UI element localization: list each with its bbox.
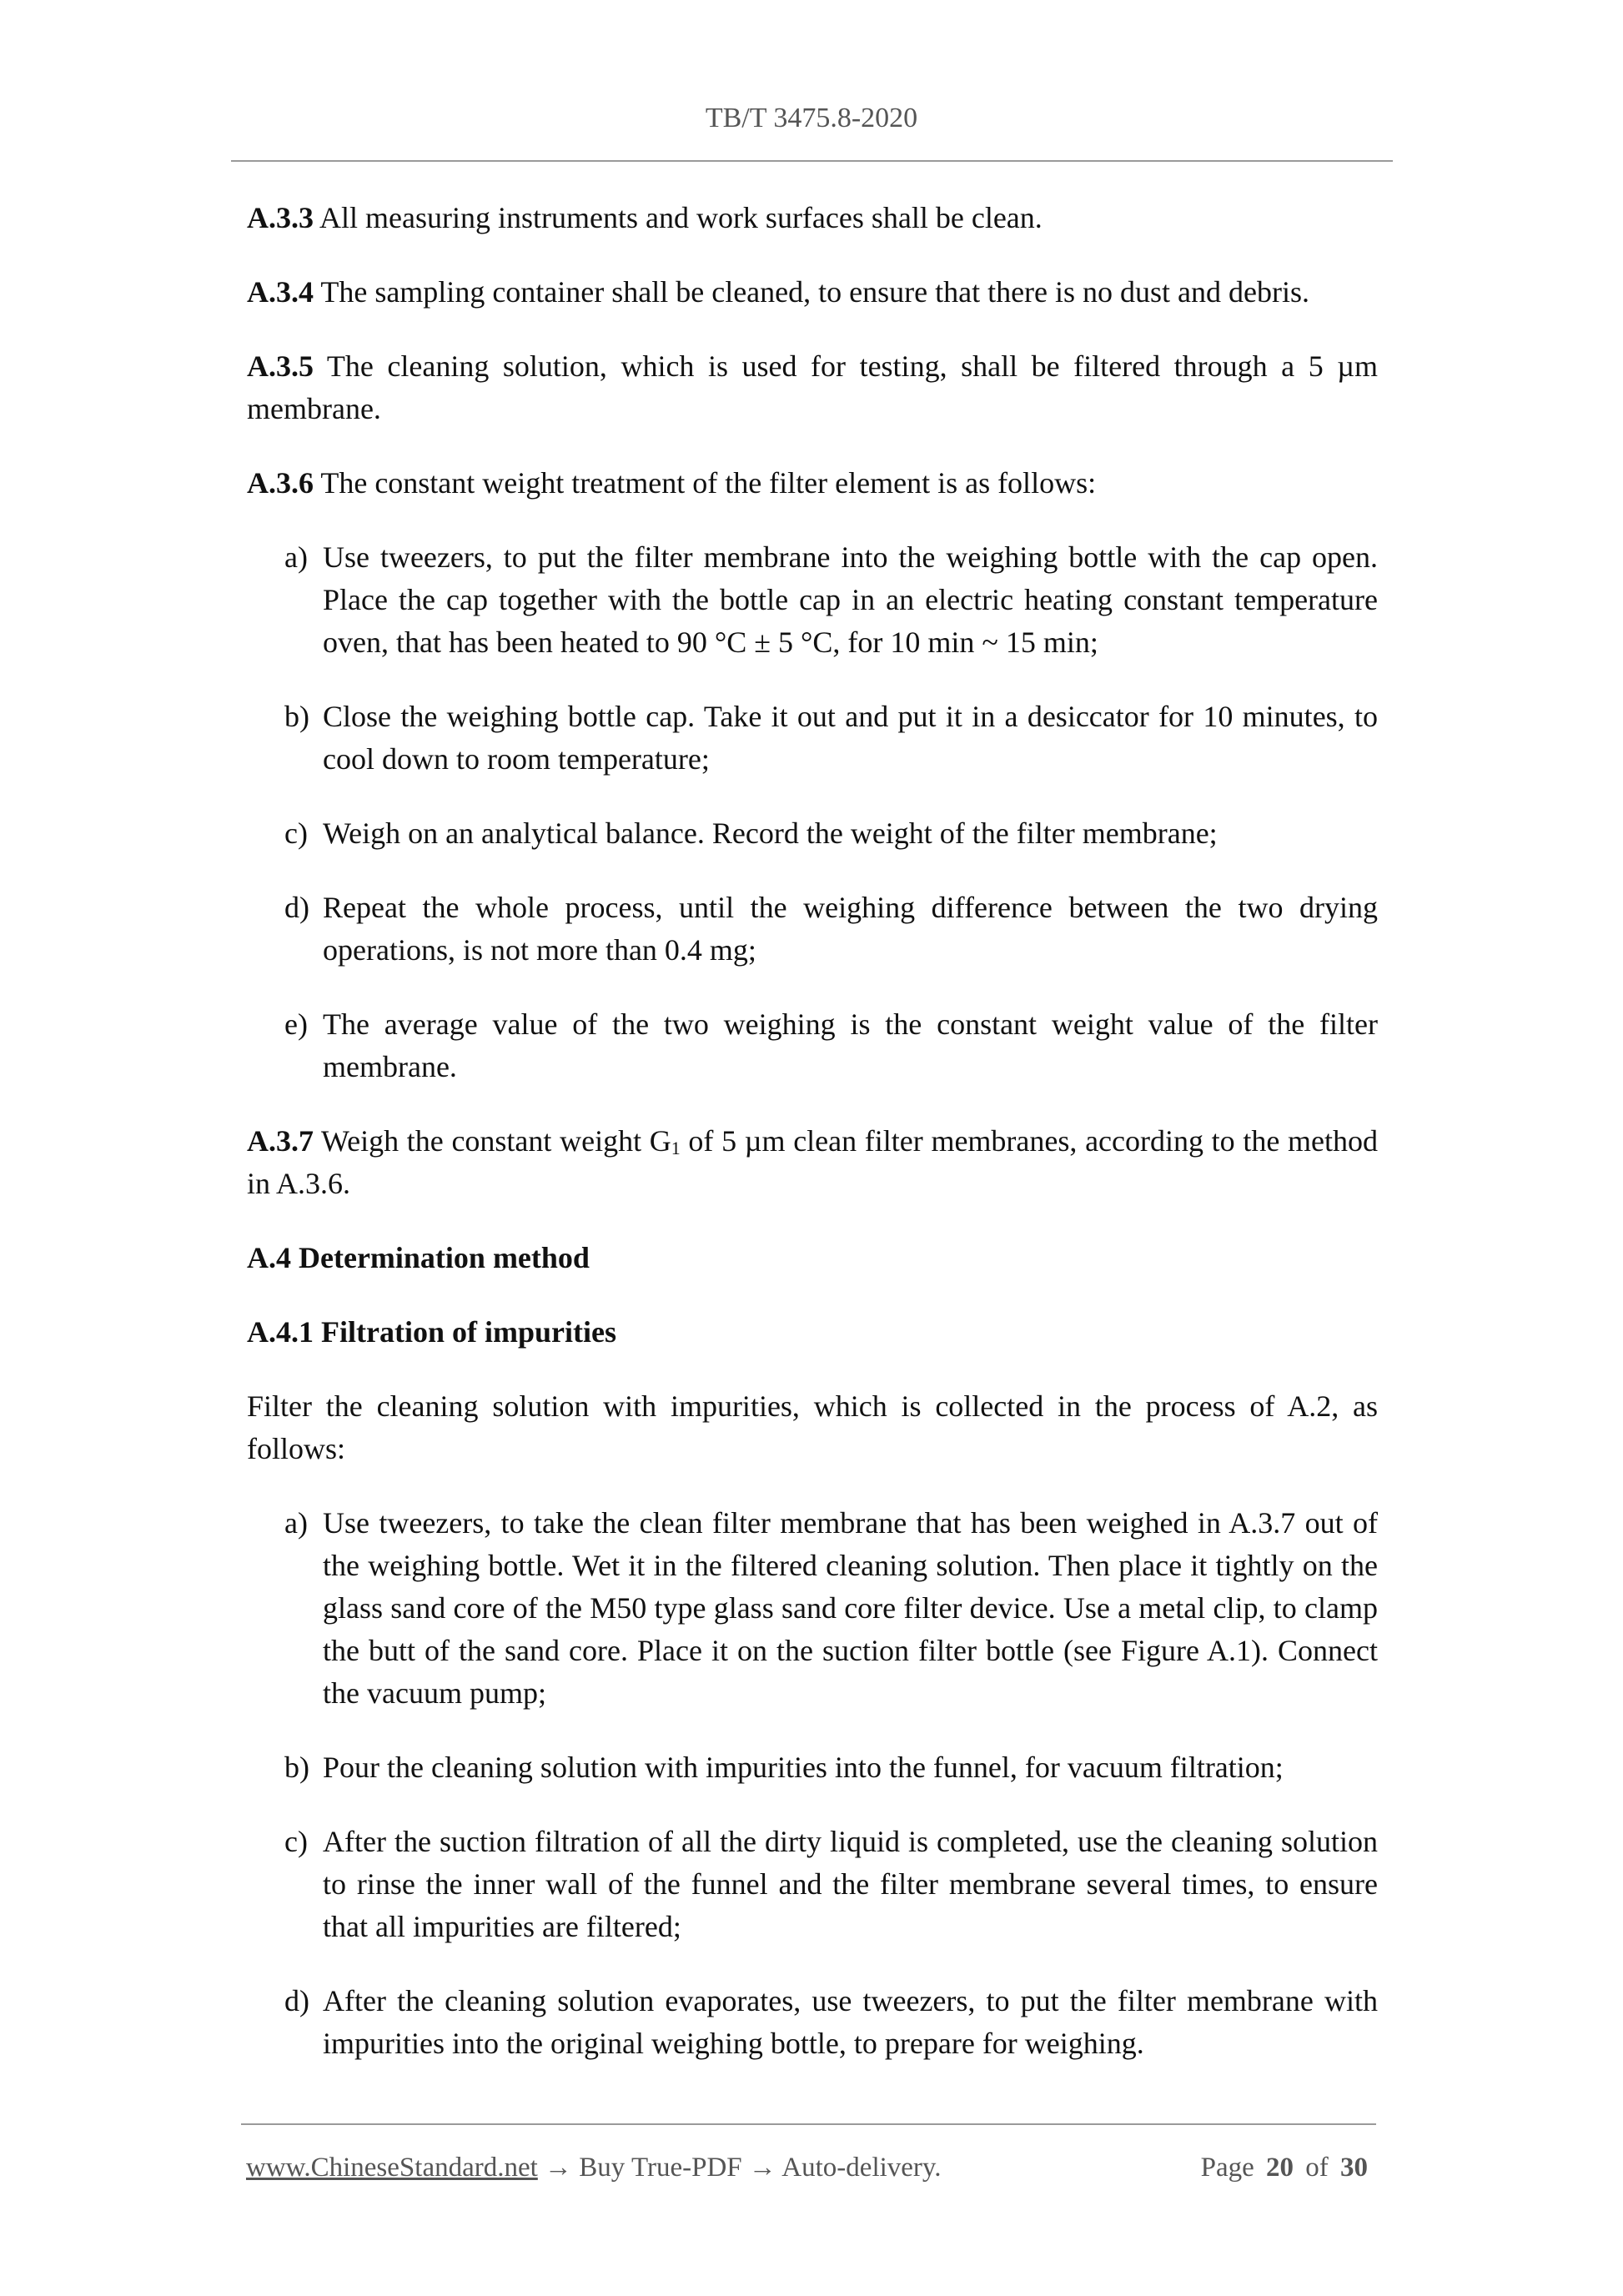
list-text: Use tweezers, to take the clean filter membrane that has been weighed in A.3.7 out of the weighing bottle. Wet it in the filtered cleaning solution. Then place it tightly on the glass sand core of the M50 type glass sand core filter device. Use a metal clip, to clamp the butt of the sand core. Place it on the suction filter bottle (see Figure A.1). Connect the vacuum pump; (323, 1506, 1378, 1710)
clause-text: The cleaning solution, which is used for testing, shall be filtered through a 5 µm membrane. (247, 349, 1378, 425)
clause-number: A.3.7 (247, 1124, 314, 1158)
list-label: e) (284, 1007, 308, 1041)
list-item (284, 536, 1378, 664)
clause-text: Weigh the constant weight G (314, 1124, 671, 1158)
clause-a37 (247, 1120, 1378, 1205)
footer-delivery-text: Auto-delivery. (776, 2153, 942, 2183)
list-text: Repeat the whole process, until the weighing difference between the two drying operations, is not more than 0.4 mg; (323, 891, 1378, 967)
clause-a33 (247, 197, 1378, 239)
section-heading-a4: A.4 Determination method (247, 1241, 590, 1274)
list-text: The average value of the two weighing is the constant weight value of the filter membrane. (323, 1007, 1378, 1083)
clause-a35 (247, 345, 1378, 430)
list-label: c) (284, 1825, 308, 1858)
clause-number: A.3.5 (247, 349, 314, 383)
clause-text: The constant weight treatment of the filter element is as follows: (314, 466, 1097, 500)
arrow-right-icon: → (748, 2153, 776, 2183)
clause-number: A.3.4 (247, 275, 314, 309)
page-number (1201, 2151, 1368, 2184)
total-pages: 30 (1340, 2153, 1368, 2183)
list-item (284, 1502, 1378, 1715)
list-item (284, 1821, 1378, 1948)
list-item (284, 812, 1378, 855)
footer-promo (246, 2151, 942, 2184)
clause-number: A.3.6 (247, 466, 314, 500)
footer-divider (241, 2123, 1376, 2125)
list-item (284, 696, 1378, 781)
list-text: After the suction filtration of all the dirty liquid is completed, use the cleaning solution to rinse the inner wall of the funnel and the filter membrane several times, to ensure that all impurities are filtered; (323, 1825, 1378, 1943)
subscript: 1 (671, 1138, 681, 1158)
intro-paragraph: Filter the cleaning solution with impurities, which is collected in the process of A.2, as follows: (247, 1389, 1378, 1465)
list-text: Use tweezers, to put the filter membrane into the weighing bottle with the cap open. Place the cap together with the bottle cap in an electric heating constant temperature oven, that has been heated to 90 °C ± 5 °C, for 10 min ~ 15 min; (323, 540, 1378, 659)
footer-buy-text: Buy True-PDF (572, 2153, 749, 2183)
list-text: Pour the cleaning solution with impurities into the funnel, for vacuum filtration; (323, 1751, 1284, 1784)
list-label: a) (284, 1506, 308, 1540)
document-body (247, 197, 1378, 2097)
clause-number: A.3.3 (247, 201, 314, 234)
section-heading-a41: A.4.1 Filtration of impurities (247, 1315, 616, 1349)
list-label: a) (284, 540, 308, 574)
list-label: c) (284, 816, 308, 850)
clause-text: All measuring instruments and work surfaces shall be clean. (314, 201, 1043, 234)
arrow-right-icon: → (545, 2153, 573, 2183)
list-text: After the cleaning solution evaporates, use tweezers, to put the filter membrane with impurities into the original weighing bottle, to prepare for weighing. (323, 1984, 1378, 2060)
current-page: 20 (1266, 2153, 1294, 2183)
list-item (284, 1003, 1378, 1088)
page-word: Page (1200, 2153, 1254, 2183)
list-label: d) (284, 1984, 309, 2017)
list-text: Close the weighing bottle cap. Take it out and put it in a desiccator for 10 minutes, to cool down to room temperature; (323, 700, 1378, 776)
list-item (284, 1746, 1378, 1789)
website-link[interactable]: www.ChineseStandard.net (246, 2153, 538, 2183)
list-item (284, 1980, 1378, 2065)
clause-a36 (247, 462, 1378, 505)
page-footer (246, 2151, 1368, 2184)
clause-text: of 5 µm clean filter membranes, according to the method in A.3.6. (247, 1124, 1378, 1200)
header-divider (231, 160, 1393, 162)
clause-text: The sampling container shall be cleaned, to ensure that there is no dust and debris. (314, 275, 1309, 309)
document-header: TB/T 3475.8-2020 (705, 103, 918, 133)
list-label: b) (284, 700, 309, 733)
list-label: b) (284, 1751, 309, 1784)
clause-a34 (247, 271, 1378, 314)
list-item (284, 887, 1378, 972)
list-text: Weigh on an analytical balance. Record the weight of the filter membrane; (323, 816, 1218, 850)
list-label: d) (284, 891, 309, 924)
of-word: of (1305, 2153, 1329, 2183)
